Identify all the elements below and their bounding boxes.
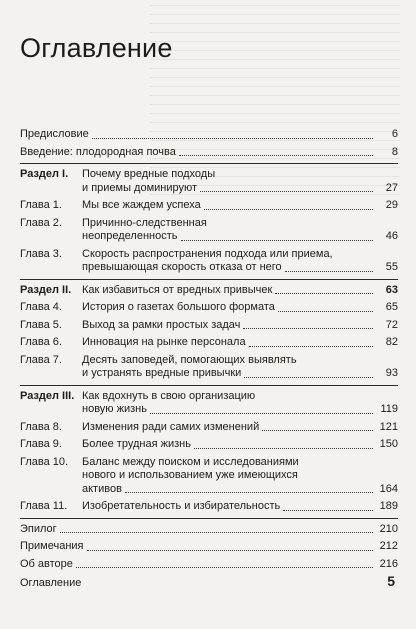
- leader-dots: [283, 510, 373, 511]
- divider: [20, 385, 398, 386]
- entry-page: 93: [385, 367, 398, 379]
- entry-page: 82: [385, 336, 398, 348]
- entry-title: Изменения ради самих изменений: [82, 420, 260, 433]
- entry-page: 55: [385, 261, 398, 273]
- entry-page: 6: [391, 128, 398, 140]
- toc-chapter[interactable]: [20, 438, 398, 452]
- entry-page: 189: [379, 500, 398, 512]
- entry-title: Инновация на рынке персонала: [82, 336, 246, 348]
- leader-dots: [125, 492, 373, 493]
- entry-title: Как избавиться от вредных привычек: [82, 283, 273, 296]
- entry-page: 27: [385, 181, 398, 194]
- entry-label: Глава 1.: [20, 199, 62, 211]
- entry-title: нового и использованием уже имеющихся: [82, 469, 298, 481]
- entry-label: Глава 9.: [20, 438, 62, 450]
- entry-page: 119: [380, 403, 398, 415]
- leader-dots: [87, 550, 373, 551]
- entry-page: 164: [379, 482, 398, 495]
- entry-title: и устранять вредные привычки: [82, 367, 242, 379]
- divider: [20, 163, 398, 164]
- leader-dots: [194, 448, 373, 449]
- entry-label: Глава 11.: [20, 500, 68, 512]
- leader-dots: [60, 532, 373, 533]
- entry-page: 29: [385, 199, 398, 211]
- toc-entry-back[interactable]: [20, 523, 398, 537]
- entry-title: Десять заповедей, помогающих выявлять: [82, 353, 297, 366]
- entry-page: 65: [385, 301, 398, 313]
- leader-dots: [181, 240, 373, 241]
- toc-chapter[interactable]: [20, 199, 398, 213]
- entry-title: Скорость распространения подхода или приема,: [82, 247, 333, 260]
- page-title: Оглавление: [20, 33, 173, 63]
- divider: [20, 518, 398, 519]
- entry-label: Раздел III.: [20, 389, 75, 402]
- leader-dots: [200, 191, 373, 192]
- entry-title: Баланс между поиском и исследованиями: [82, 455, 299, 468]
- entry-label: Глава 3.: [20, 247, 62, 260]
- leader-dots: [262, 430, 373, 431]
- entry-title: Введение: плодородная почва: [20, 145, 176, 158]
- toc-chapter[interactable]: [20, 421, 398, 435]
- entry-title: Более трудная жизнь: [82, 438, 191, 450]
- leader-dots: [150, 413, 373, 414]
- toc-entry-front[interactable]: [20, 146, 398, 160]
- entry-page: 210: [379, 522, 398, 535]
- toc-chapter[interactable]: [20, 319, 398, 333]
- entry-title: Как вдохнуть в свою организацию: [82, 389, 256, 402]
- toc-chapter[interactable]: [20, 217, 398, 244]
- leader-dots: [244, 377, 373, 378]
- toc-section[interactable]: [20, 284, 398, 298]
- toc-entry-front[interactable]: [20, 128, 398, 142]
- toc-entry-back[interactable]: [20, 558, 398, 572]
- entry-title: История о газетах большого формата: [82, 301, 275, 313]
- entry-title: Изобретательность и избирательность: [82, 500, 281, 512]
- entry-title: Причинно-следственная: [82, 216, 207, 229]
- running-head: Оглавление: [20, 577, 82, 589]
- leader-dots: [285, 271, 373, 272]
- leader-dots: [179, 155, 373, 156]
- entry-title: Мы все жаждем успеха: [82, 199, 201, 211]
- entry-label: Глава 7.: [20, 353, 62, 366]
- toc-chapter[interactable]: [20, 500, 398, 514]
- divider: [20, 279, 398, 280]
- toc-chapter[interactable]: [20, 354, 398, 381]
- toc-chapter[interactable]: [20, 336, 398, 350]
- leader-dots: [204, 209, 373, 210]
- entry-title: Примечания: [20, 540, 84, 552]
- table-of-contents: [20, 128, 398, 575]
- entry-page: 63: [385, 283, 398, 296]
- entry-page: 216: [379, 557, 398, 570]
- toc-section[interactable]: [20, 168, 398, 195]
- entry-label: Глава 4.: [20, 301, 62, 313]
- entry-page: 8: [391, 145, 398, 158]
- toc-entry-back[interactable]: [20, 540, 398, 554]
- entry-page: 121: [379, 420, 398, 433]
- entry-title: активов: [82, 482, 122, 495]
- entry-label: Глава 2.: [20, 216, 62, 229]
- leader-dots: [275, 293, 373, 294]
- toc-chapter[interactable]: [20, 301, 398, 315]
- entry-page: 46: [385, 230, 398, 242]
- entry-label: Раздел II.: [20, 283, 72, 296]
- leader-dots: [249, 346, 373, 347]
- entry-page: 150: [379, 438, 398, 450]
- page-number: 5: [387, 573, 395, 589]
- leader-dots: [92, 138, 373, 139]
- entry-title: Эпилог: [20, 522, 57, 535]
- entry-title: неопределенность: [82, 230, 178, 242]
- entry-label: Глава 5.: [20, 318, 62, 331]
- entry-label: Глава 10.: [20, 455, 69, 468]
- entry-page: 212: [379, 540, 398, 552]
- entry-title: Об авторе: [20, 557, 73, 570]
- toc-chapter[interactable]: [20, 248, 398, 275]
- leader-dots: [76, 567, 373, 568]
- entry-label: Глава 8.: [20, 420, 62, 433]
- leader-dots: [243, 328, 373, 329]
- entry-label: Раздел I.: [20, 168, 69, 180]
- toc-chapter[interactable]: [20, 456, 398, 497]
- leader-dots: [278, 311, 373, 312]
- entry-label: Глава 6.: [20, 336, 62, 348]
- entry-title: новую жизнь: [82, 403, 147, 415]
- toc-section[interactable]: [20, 390, 398, 417]
- entry-title: и приемы доминируют: [82, 181, 198, 194]
- entry-page: 72: [385, 318, 398, 331]
- entry-title: Предисловие: [20, 128, 89, 140]
- entry-title: Выход за рамки простых задач: [82, 318, 241, 331]
- entry-title: Почему вредные подходы: [82, 168, 216, 180]
- entry-title: превышающая скорость отказа от него: [82, 261, 282, 273]
